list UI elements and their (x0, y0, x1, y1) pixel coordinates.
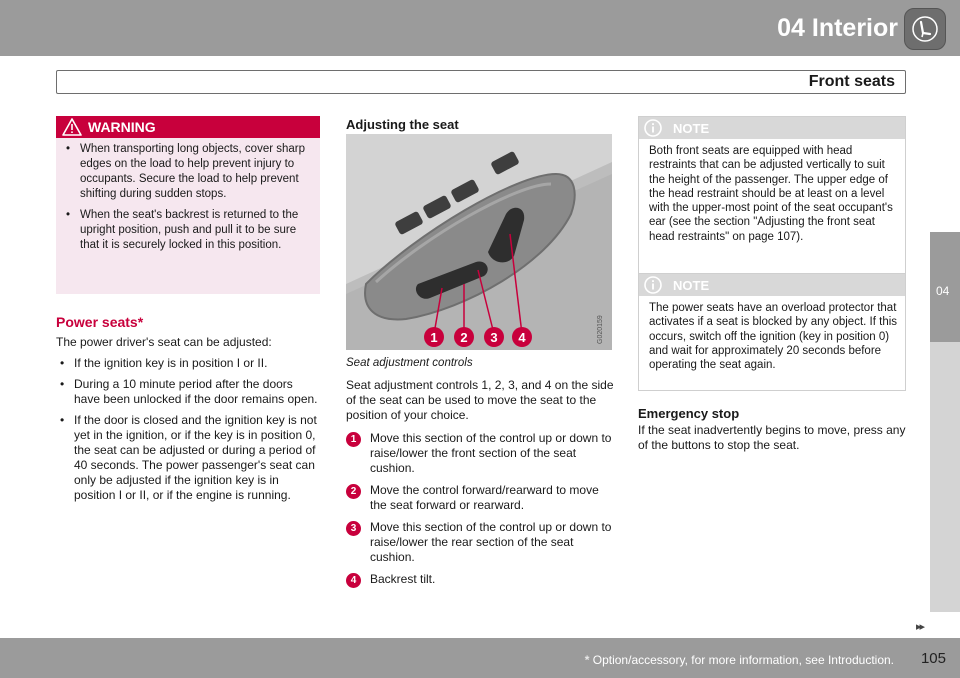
step-text: Move this section of the control up or down to raise/lower the rear section of the seat cushion. (370, 520, 612, 564)
step-number: 2 (346, 484, 361, 499)
footer-bar (0, 638, 960, 678)
step-item (346, 572, 616, 587)
note-text: Both front seats are equipped with head restraints that can be adjusted vertically to suit the height of the passenger. The upper edge of the head restraint should be at least on a level with the upper-most point of the seat occupant's ear (see the section "Adjusting the front seat head restraints" on page 107). (649, 145, 893, 243)
chapter-tab-label: 04 (936, 284, 950, 298)
info-icon (643, 276, 663, 294)
emergency-heading: Emergency stop (638, 406, 740, 421)
warning-header (56, 116, 320, 138)
chapter-title: 04 Interior (777, 14, 898, 42)
callout-label: 3 (490, 330, 498, 345)
step-item (346, 431, 616, 476)
note-box (638, 116, 906, 286)
step-text: Backrest tilt. (370, 572, 436, 586)
note-box (638, 273, 906, 391)
next-page-marker: ▸▸ (916, 621, 924, 633)
note-header (639, 274, 905, 296)
footnote-text: Option/accessory, for more information, see Introduction. (592, 653, 894, 667)
seat-icon (904, 8, 946, 50)
footnote-mark: * (584, 653, 590, 667)
power-seats-heading: Power seats* (56, 314, 144, 330)
step-text: Move the control forward/rearward to move the seat forward or rearward. (370, 483, 599, 512)
figure-code: G020159 (597, 315, 604, 344)
adjusting-heading: Adjusting the seat (346, 117, 459, 132)
warning-label: WARNING (88, 119, 156, 135)
note-text: The power seats have an overload protector that activates if a seat is blocked by any object. If this occurs, switch off the ignition (key in position 0) and wait for approximately 20 seconds before operating the seat again. (649, 302, 898, 372)
chapter-rail (930, 342, 960, 612)
figure-caption: Seat adjustment controls (346, 357, 473, 369)
footnote (585, 653, 894, 667)
callout-label: 1 (430, 330, 438, 345)
note-header (639, 117, 905, 139)
seat-controls-figure (346, 134, 612, 350)
step-text: Move this section of the control up or down to raise/lower the front section of the seat cushion. (370, 431, 612, 475)
header-bar (0, 0, 960, 56)
section-header (56, 70, 906, 94)
step-number: 3 (346, 521, 361, 536)
list-item: • If the door is closed and the ignition key is not yet in the ignition, or if the key is in position 0, the seat can be adjusted or during a period of 40 seconds. The power passenger's seat can only be adjusted if the ignition key is in position I or II, or if the engine is running. (56, 413, 322, 503)
power-seats-list (56, 356, 322, 509)
warning-box (56, 116, 320, 294)
info-icon (643, 119, 663, 137)
page-number: 105 (920, 650, 946, 667)
callout-label: 4 (518, 330, 526, 345)
step-number: 1 (346, 432, 361, 447)
note-label: NOTE (673, 278, 710, 293)
note-label: NOTE (673, 121, 710, 136)
steps-list (346, 431, 616, 594)
step-item (346, 483, 616, 513)
power-seats-intro: The power driver's seat can be adjusted: (56, 335, 272, 349)
emergency-text: If the seat inadvertently begins to move, press any of the buttons to stop the seat. (638, 423, 906, 452)
warning-item: • When transporting long objects, cover sharp edges on the load to help prevent injury to occupants. Secure the load to help prevent shifting during sudden stops. (62, 142, 314, 202)
list-item: • If the ignition key is in position I or II. (56, 356, 322, 371)
step-item (346, 520, 616, 565)
step-number: 4 (346, 573, 361, 588)
adjusting-intro: Seat adjustment controls 1, 2, 3, and 4 on the side of the seat can be used to move the seat to the position of your choice. (346, 378, 614, 422)
callout-label: 2 (460, 330, 468, 345)
list-item: • During a 10 minute period after the doors have been unlocked if the door remains open. (56, 377, 322, 407)
chapter-tab[interactable] (930, 232, 960, 342)
warning-icon (62, 118, 82, 136)
section-title: Front seats (808, 73, 895, 90)
warning-item: • When the seat's backrest is returned to the upright position, push and pull it to be sure that it is securely locked in this position. (62, 208, 314, 253)
